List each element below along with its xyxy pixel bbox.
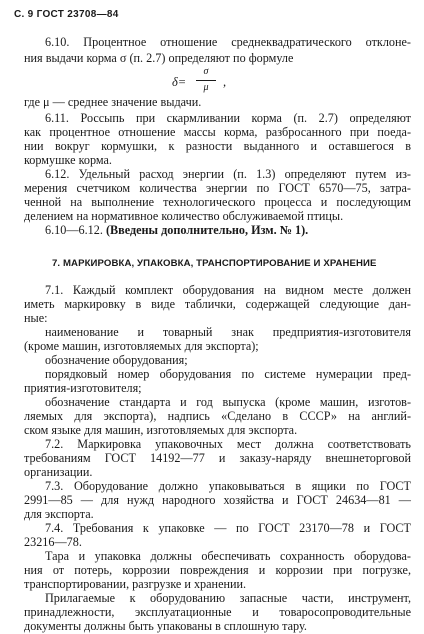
formula-numerator: σ — [203, 66, 209, 77]
paragraph-line: 7.4. Требования к упаковке — по ГОСТ 23170—78 и ГОСТ — [45, 521, 411, 535]
paragraph-line: документы должны быть упакованы в сплошную тару. — [24, 619, 307, 633]
amendment-text: (Введены дополнительно, Изм. № 1). — [105, 223, 309, 237]
paragraph-line: обозначение стандарта и год выпуска (кроме машин, изготов- — [45, 395, 411, 409]
paragraph-line: ляемых для экспорта), надпись «Сделано в СССР» на англий- — [24, 409, 411, 423]
paragraph-line: где μ — среднее значение выдачи. — [24, 95, 202, 109]
paragraph-line: кормушке корма. — [24, 153, 112, 167]
paragraph-line: 2991—85 — для нужд народного хозяйства и ГОСТ 24634—81 — — [24, 493, 411, 507]
paragraph-line: Тара и упаковка должны обеспечивать сохранность оборудова- — [45, 549, 411, 563]
paragraph-line: требованиям ГОСТ 14192—77 и заказу-наряду внешнеторговой — [24, 451, 411, 465]
paragraph-line: делением на нормативное количество обслуживаемой птицы. — [24, 209, 344, 223]
paragraph-line: 6.11. Россыпь при скармливании корма (п. 2.7) определяют — [45, 111, 411, 125]
paragraph-line: Прилагаемые к оборудованию запасные части, инструмент, — [45, 591, 411, 605]
paragraph-line: 7.2. Маркировка упаковочных мест должна соответствовать — [45, 437, 411, 451]
paragraph-line: мерения счетчиком количества энергии по ГОСТ 6570—75, затра- — [24, 181, 411, 195]
paragraph-line: порядковый номер оборудования по системе нумерации пред- — [45, 367, 411, 381]
formula-fraction-bar — [196, 80, 216, 81]
paragraph-line: 6.10. Процентное отношение среднеквадратического отклоне- — [45, 35, 411, 49]
paragraph-line: обозначение оборудования; — [45, 353, 188, 367]
amendment-note — [45, 223, 308, 237]
paragraph-line: ченной на выполнение технологического процесса и последующим — [24, 195, 411, 209]
paragraph-line: 23216—78. — [24, 535, 82, 549]
paragraph-line: 7.1. Каждый комплект оборудования на видном месте должен — [45, 283, 411, 297]
amendment-range: 6.10—6.12. — [45, 223, 106, 237]
page-header: С. 9 ГОСТ 23708—84 — [14, 9, 119, 20]
paragraph-line: наименование и товарный знак предприятия-изготовителя — [45, 325, 411, 339]
paragraph-line: (кроме машин, изготовляемых для экспорта); — [24, 339, 259, 353]
paragraph-line: 7.3. Оборудование должно упаковываться в ящики по ГОСТ — [45, 479, 411, 493]
paragraph-line: ния от потерь, коррозии повреждения и коррозии при погрузке, — [24, 563, 411, 577]
paragraph-line: ском языке для машин, изготовляемых для экспорта. — [24, 423, 298, 437]
paragraph-line: ные: — [24, 311, 48, 325]
formula-tail: , — [223, 75, 227, 89]
paragraph-line: для экспорта. — [24, 507, 94, 521]
paragraph-line: как процентное отношение массы корма, разбросанного при поеда- — [24, 125, 411, 139]
paragraph-line: организации. — [24, 465, 93, 479]
paragraph-line: ния выдачи корма σ (п. 2.7) определяют по формуле — [24, 51, 294, 65]
paragraph-line: 6.12. Удельный расход энергии (п. 1.3) определяют путем из- — [45, 167, 411, 181]
paragraph-line: иметь маркировку в виде таблички, содержащей следующие дан- — [24, 297, 411, 311]
paragraph-line: принадлежности, эксплуатационные и товаросопроводительные — [24, 605, 411, 619]
formula-denominator: μ — [203, 82, 209, 93]
section-heading: 7. МАРКИРОВКА, УПАКОВКА, ТРАНСПОРТИРОВАНИЕ И ХРАНЕНИЕ — [52, 258, 377, 269]
formula-lhs: δ= — [172, 75, 187, 89]
paragraph-line: приятия-изготовителя; — [24, 381, 142, 395]
paragraph-line: транспортировании, разгрузке и хранении. — [24, 577, 247, 591]
paragraph-line: нии вокруг кормушки, к разности выданного и оставшегося в — [24, 139, 411, 153]
